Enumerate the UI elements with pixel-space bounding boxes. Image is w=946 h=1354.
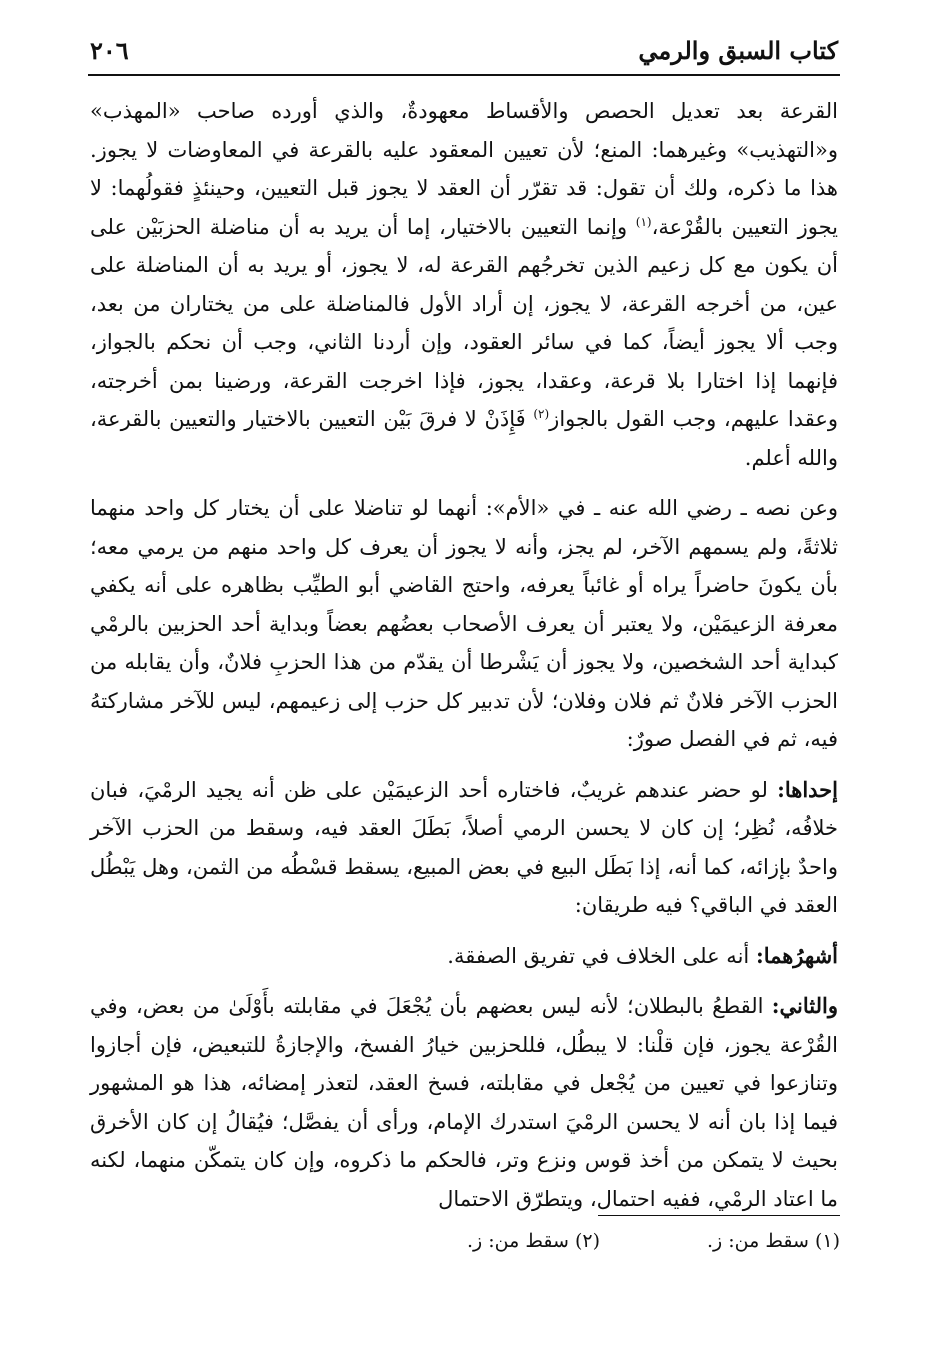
paragraph-1: القرعة بعد تعديل الحصص والأقساط معهودةٌ، والذي أورده صاحب «المهذب» و«التهذيب» وغيرهما: المنع؛ لأن تعيين المعقود عليه بالقرعة في المعاوضات لا يجوز. هذا ما ذكره، ولك أن تقول: قد تقرّر أن العقد لا يجوز قبل التعيين، وحينئذٍ فقولُهما: لا يجوز التعيين بالقُرْعة،$^{(١)}$ وإنما التعيين بالاختيار، إما أن يريد به أن مناضلة الحزبَيْن على أن يكون مع كل زعيم الذين تخرجُهم القرعة له، لا يجوز، أو يريد به أن المناضلة على عين، من أخرجه القرعة، لا يجوز، إن أراد الأول فالمناضلة على من يختاران من بعد، وجب ألا يجوز أيضاً، كما في سائر العقود، وإن أردنا الثاني، وجب أن نحكم بالجواز، فإنهما إذا اختارا بلا قرعة، وعقدا، يجوز، فإذا اخرجت القرعة، ورضينا بمن أخرجته، وعقدا عليهم، وجب القول بالجواز$^{(٢)}$ فَإِذَنْ لا فرقَ بَيْن التعيين بالاختيار والتعيين بالقرعة، والله أعلم.	[90, 99, 838, 470]
paragraph-4: أشهرُهما: أنه على الخلاف في تفريق الصفقة.	[447, 942, 838, 968]
footnotes	[300, 1230, 840, 1260]
footnote-1: (١) سقط من: ز.	[707, 1230, 840, 1252]
running-header	[90, 30, 838, 72]
paragraph-lead: والثاني:	[771, 993, 838, 1018]
footnote-rule	[598, 1215, 840, 1216]
paragraph-lead: أشهرُهما:	[755, 942, 838, 968]
main-text	[90, 92, 838, 1218]
page-number: ٢٠٦	[90, 36, 129, 65]
footnote-2: (٢) سقط من: ز.	[467, 1230, 600, 1252]
paragraph-lead: إحداها:	[777, 776, 838, 802]
paragraph-3: إحداها: لو حضر عندهم غريبٌ، فاختاره أحد الزعيمَيْن على ظن أنه يجيد الرمْيَ، فبان خلافُه، نُظِر؛ إن كان لا يحسن الرمي أصلاً، بَطَلَ العقد فيه، وسقط من الحزب الآخر واحدٌ بإزائه، كما أنه، إذا بَطَل البيع في بعض المبيع، يسقط قسْطُه من الثمن، وهل يَبْطُل العقد في الباقي؟ فيه طريقان:	[90, 776, 838, 917]
footnote-marker-2: (٢)	[533, 407, 550, 421]
paragraph-2: وعن نصه ـ رضي الله عنه ـ في «الأم»: أنهما لو تناضلا على أن يختار كل واحد منهما ثلاثةً، ولم يسمهم الآخر، لم يجز، وأنه لا يجوز أن يعرف كل واحد منهم من يرمي معه؛ بأن يكونَ حاضراً يراه أو غائباً يعرفه، واحتج القاضي أبو الطيِّب بظاهره على أنه يكفي معرفة الزعيمَيْن، ولا يعتبر أن يعرف الأصحاب بعضُهم بعضاً وبداية أحد الحزبين بالرمْي كبداية أحد الشخصين، ولا يجوز أن يَشْرطا أن يقدّم من هذا الحزبِ فلانٌ، وأن يقابله من الحزب الآخر فلانٌ ثم فلان وفلان؛ لأن تدبير كل حزب إلى زعيمهم، ليس للآخر مشاركتهُ فيه، ثم في الفصل صورٌ:	[90, 496, 838, 751]
footnote-marker-1: (١)	[635, 214, 652, 229]
header-rule	[88, 74, 840, 76]
paragraph-5: والثاني: القطعُ بالبطلان؛ لأنه ليس بعضهم بأن يُجْعَلَ في مقابلته بأَوْلَىٰ من بعض، وفي القُرْعة يجوز، فإن قلْنا: لا يبطُل، فللحزبين خيارُ الفسخ، والإجازةُ للتبعيض، فإن أجازوا وتنازعوا في تعيين من يُجْعل في مقابلته، فسخ العقد، لتعذر إمضائه، هذا هو المشهور فيما إذا بان أنه لا يحسن الرمْيَ استدرك الإمام، ورأى أن يفصَّل؛ فيُقالُ إن كان الأخرق بحيث لا يتمكن من أخذ قوس ونزع وتر، فالحكم ما ذكروه، وإن كان يتمكّن منهما، لكنه ما اعتاد الرمْي، ففيه احتمال، ويتطرّق الاحتمال	[90, 993, 838, 1211]
book-title: كتاب السبق والرمي	[638, 36, 838, 65]
